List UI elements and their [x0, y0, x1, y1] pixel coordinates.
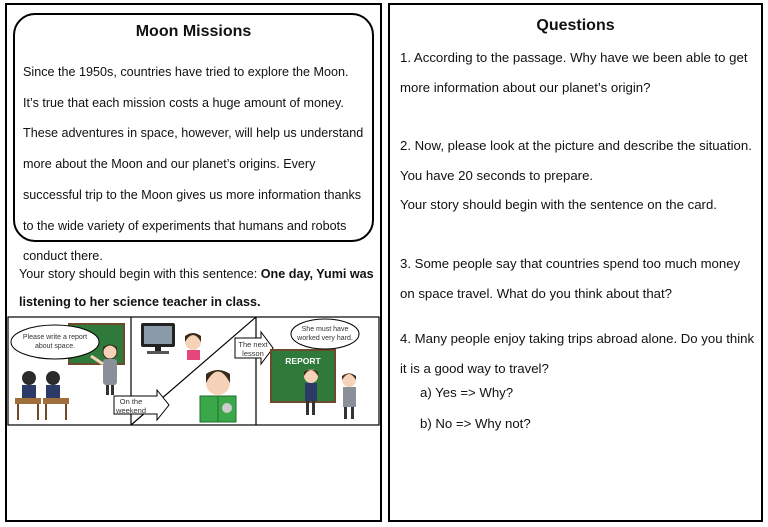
question-1: 1. According to the passage. Why have we been able to get more information about our planet’s origin?: [400, 50, 748, 95]
student-head: [22, 371, 36, 385]
passage-text: Since the 1950s, countries have tried to explore the Moon. It’s true that each mission costs a huge amount of money. These adventures in space, however, will help us understand more about the Moon and our planet’s origins. Every successful trip to the Moon gives us more information thanks to the wide variety of experiments that humans and robots conduct there.: [23, 65, 364, 264]
option-a: a) Yes => Why?: [420, 385, 514, 400]
questions-title: Questions: [536, 17, 615, 34]
bubble-line: about space.: [34, 343, 76, 350]
arrow-label: lesson: [242, 349, 264, 358]
question-2-text: 2. Now, please look at the picture and describe the situation. You have 20 seconds to prepare.: [400, 138, 752, 183]
teacher-body: [103, 359, 117, 385]
student-head: [46, 371, 60, 385]
question-2-note: Your story should begin with the sentence on the card.: [400, 197, 717, 212]
arrow-label: On the: [119, 397, 143, 406]
instruction-sentence: One day, Yumi was listening to her science teacher in class.: [19, 267, 374, 309]
passage-title: Moon Missions: [135, 23, 252, 40]
question-3: 3. Some people say that countries spend too much money on space travel. What do you think about that?: [400, 256, 741, 301]
desk: [15, 398, 41, 404]
comic-strip: [7, 316, 380, 426]
desk: [43, 398, 69, 404]
board-text: REPORT: [285, 356, 321, 366]
passage-card: [5, 3, 382, 522]
passage-box: [13, 13, 374, 264]
instruction-prefix: Your story should begin with this sentence:: [19, 267, 261, 281]
option-b: b) No => Why not?: [420, 416, 531, 431]
arrow-label: The next: [238, 340, 268, 349]
arrow-label: weekend: [115, 406, 147, 415]
speech-bubble: [291, 319, 359, 349]
story-instruction: [19, 260, 374, 316]
speech-bubble: [11, 325, 99, 359]
question-2: [400, 131, 755, 220]
bubble-line: worked very hard.: [297, 335, 353, 342]
question-4: 4. Many people enjoy taking trips abroad alone. Do you think it is a good way to travel?: [400, 331, 755, 376]
bubble-line: Please write a report: [22, 334, 88, 341]
questions-card: [388, 3, 763, 522]
bubble-line: She must have: [301, 326, 349, 333]
